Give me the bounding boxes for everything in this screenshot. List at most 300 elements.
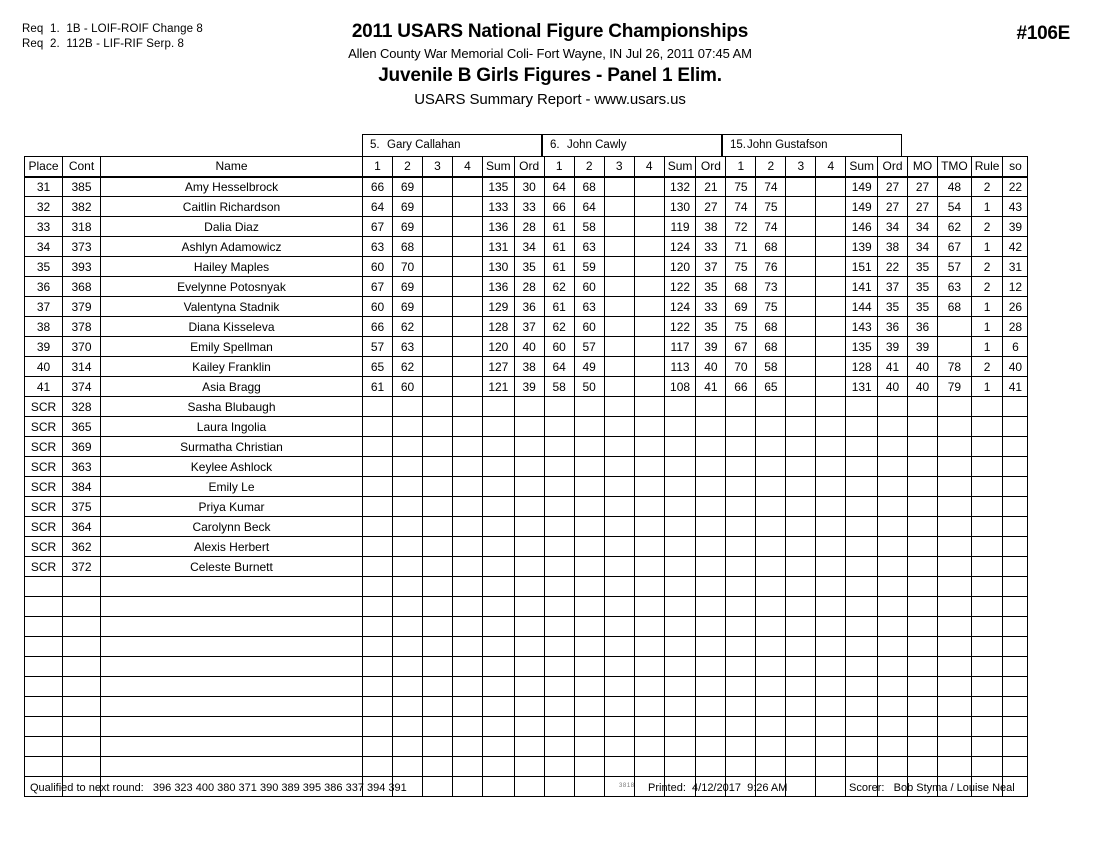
cell-j1-sum: 135 [483, 177, 515, 197]
cell-j3-fig3 [786, 657, 816, 677]
cell-place: 34 [25, 237, 63, 257]
cell-j2-fig3 [604, 677, 634, 697]
cell-j3-fig2: 68 [756, 237, 786, 257]
cell-j3-fig4 [816, 257, 846, 277]
cell-j3-fig2 [756, 697, 786, 717]
cell-j1-fig2 [393, 597, 423, 617]
cell-place: 41 [25, 377, 63, 397]
cell-j3-fig4 [816, 757, 846, 777]
cell-j1-fig2 [393, 397, 423, 417]
cell-j1-fig1 [363, 497, 393, 517]
cell-j1-ord: 40 [514, 337, 544, 357]
cell-rule: 1 [971, 237, 1003, 257]
cell-j3-ord [878, 757, 908, 777]
cell-j1-fig3 [423, 657, 453, 677]
cell-j3-ord [878, 737, 908, 757]
cell-j3-fig3 [786, 697, 816, 717]
cell-j2-fig2: 68 [574, 177, 604, 197]
cell-j3-fig2 [756, 437, 786, 457]
cell-j3-fig2: 73 [756, 277, 786, 297]
cell-j2-fig1: 61 [544, 257, 574, 277]
cell-j3-fig4 [816, 557, 846, 577]
cell-j2-fig2: 63 [574, 297, 604, 317]
cell-place [25, 577, 63, 597]
cell-j2-fig2: 64 [574, 197, 604, 217]
cell-j1-fig1 [363, 637, 393, 657]
cell-j1-fig2 [393, 537, 423, 557]
cell-j2-sum: 113 [664, 357, 696, 377]
cell-j1-fig1 [363, 397, 393, 417]
cell-j1-ord [514, 637, 544, 657]
cell-tmo [938, 657, 972, 677]
cell-j3-fig2 [756, 537, 786, 557]
cell-j1-fig1 [363, 597, 393, 617]
cell-j3-fig1: 75 [726, 257, 756, 277]
cell-j2-fig4 [634, 637, 664, 657]
judge-name-1: Gary Callahan [387, 139, 461, 151]
cell-j1-fig1: 60 [363, 257, 393, 277]
cell-j1-fig3 [423, 677, 453, 697]
cell-j1-fig4 [453, 357, 483, 377]
cell-j1-fig4 [453, 277, 483, 297]
cell-mo: 35 [908, 277, 938, 297]
cell-cont [63, 617, 101, 637]
table-row [25, 597, 1028, 617]
cell-j1-fig3 [423, 297, 453, 317]
cell-j1-fig4 [453, 337, 483, 357]
cell-j2-fig1 [544, 657, 574, 677]
cell-j2-fig4 [634, 397, 664, 417]
col-j2-fig4: 4 [634, 157, 664, 177]
cell-name: Amy Hesselbrock [101, 177, 363, 197]
cell-j2-sum: 130 [664, 197, 696, 217]
cell-j3-ord [878, 477, 908, 497]
cell-j1-fig4 [453, 317, 483, 337]
col-j1-fig2: 2 [393, 157, 423, 177]
cell-j1-fig3 [423, 697, 453, 717]
cell-place [25, 657, 63, 677]
cell-so [1003, 457, 1028, 477]
cell-j2-ord: 35 [696, 317, 726, 337]
cell-j2-fig2 [574, 477, 604, 497]
cell-mo [908, 417, 938, 437]
cell-j1-ord [514, 617, 544, 637]
cell-j1-ord: 34 [514, 237, 544, 257]
cell-cont: 364 [63, 517, 101, 537]
cell-j1-ord [514, 577, 544, 597]
cell-j1-sum: 128 [483, 317, 515, 337]
cell-j1-fig3 [423, 457, 453, 477]
cell-j2-fig2 [574, 697, 604, 717]
cell-name: Laura Ingolia [101, 417, 363, 437]
cell-j2-fig2 [574, 757, 604, 777]
cell-j2-fig4 [634, 357, 664, 377]
cell-j2-fig1 [544, 417, 574, 437]
cell-j2-fig1 [544, 397, 574, 417]
cell-j3-fig4 [816, 377, 846, 397]
cell-mo [908, 497, 938, 517]
cell-j1-fig4 [453, 637, 483, 657]
cell-j1-sum [483, 557, 515, 577]
cell-so: 12 [1003, 277, 1028, 297]
table-row [25, 457, 1028, 477]
scorer-credit: Scorer: Bob Styma / Louise Neal [849, 782, 1015, 794]
cell-j2-sum: 122 [664, 317, 696, 337]
cell-j3-fig1: 68 [726, 277, 756, 297]
cell-j2-fig3 [604, 437, 634, 457]
cell-j2-fig1 [544, 577, 574, 597]
cell-mo: 39 [908, 337, 938, 357]
cell-mo: 40 [908, 357, 938, 377]
cell-j1-fig4 [453, 297, 483, 317]
cell-j2-fig4 [634, 457, 664, 477]
cell-j2-fig1 [544, 517, 574, 537]
cell-j1-ord: 37 [514, 317, 544, 337]
cell-j1-fig3 [423, 337, 453, 357]
cell-j1-fig1: 65 [363, 357, 393, 377]
col-j1-sum: Sum [483, 157, 515, 177]
cell-name [101, 697, 363, 717]
cell-j2-fig3 [604, 497, 634, 517]
cell-mo [908, 677, 938, 697]
cell-j3-sum [846, 657, 878, 677]
cell-j2-sum [664, 397, 696, 417]
cell-name: Carolynn Beck [101, 517, 363, 537]
cell-j3-fig2 [756, 417, 786, 437]
cell-j3-fig3 [786, 637, 816, 657]
cell-j1-fig1 [363, 457, 393, 477]
cell-j2-sum [664, 457, 696, 477]
cell-name: Dalia Diaz [101, 217, 363, 237]
cell-place [25, 677, 63, 697]
cell-j2-fig2 [574, 417, 604, 437]
cell-tmo: 78 [938, 357, 972, 377]
table-row [25, 317, 1028, 337]
table-row [25, 397, 1028, 417]
cell-j3-ord: 36 [878, 317, 908, 337]
cell-j2-sum: 120 [664, 257, 696, 277]
cell-j1-fig3 [423, 357, 453, 377]
cell-rule: 1 [971, 337, 1003, 357]
cell-tmo [938, 397, 972, 417]
cell-j1-ord [514, 717, 544, 737]
cell-j1-sum [483, 517, 515, 537]
cell-cont: 374 [63, 377, 101, 397]
cell-j3-fig2: 68 [756, 337, 786, 357]
cell-j3-fig3 [786, 537, 816, 557]
cell-so: 39 [1003, 217, 1028, 237]
cell-j1-fig3 [423, 737, 453, 757]
cell-j1-sum [483, 617, 515, 637]
cell-j1-fig3 [423, 197, 453, 217]
cell-j1-sum [483, 397, 515, 417]
cell-tmo: 57 [938, 257, 972, 277]
cell-j1-sum [483, 497, 515, 517]
col-j2-fig2: 2 [574, 157, 604, 177]
cell-j2-ord: 38 [696, 217, 726, 237]
cell-j1-fig3 [423, 637, 453, 657]
cell-cont: 379 [63, 297, 101, 317]
cell-j1-sum: 136 [483, 277, 515, 297]
cell-j3-fig2 [756, 557, 786, 577]
cell-place: 32 [25, 197, 63, 217]
cell-tmo [938, 337, 972, 357]
cell-j3-sum [846, 517, 878, 537]
cell-mo [908, 717, 938, 737]
cell-so [1003, 477, 1028, 497]
cell-cont [63, 737, 101, 757]
cell-j3-sum [846, 557, 878, 577]
cell-j3-fig3 [786, 197, 816, 217]
cell-rule [971, 497, 1003, 517]
cell-name: Alexis Herbert [101, 537, 363, 557]
cell-j1-fig1: 67 [363, 217, 393, 237]
cell-j3-fig4 [816, 297, 846, 317]
cell-j1-fig1 [363, 417, 393, 437]
cell-j2-fig4 [634, 197, 664, 217]
cell-cont: 365 [63, 417, 101, 437]
cell-j3-fig1 [726, 717, 756, 737]
cell-j1-fig3 [423, 437, 453, 457]
cell-j2-fig4 [634, 297, 664, 317]
cell-j2-fig3 [604, 397, 634, 417]
cell-rule: 2 [971, 277, 1003, 297]
cell-cont: 363 [63, 457, 101, 477]
cell-j1-fig4 [453, 657, 483, 677]
cell-place [25, 617, 63, 637]
cell-j3-fig1 [726, 737, 756, 757]
cell-tmo [938, 557, 972, 577]
cell-cont: 368 [63, 277, 101, 297]
cell-j2-ord [696, 417, 726, 437]
cell-j1-fig3 [423, 557, 453, 577]
requirement-line-1: Req 1. 1B - LOIF-ROIF Change 8 [22, 23, 203, 35]
cell-j1-fig1 [363, 617, 393, 637]
cell-j3-fig3 [786, 457, 816, 477]
cell-place: 35 [25, 257, 63, 277]
cell-place: 38 [25, 317, 63, 337]
cell-j3-fig2: 75 [756, 297, 786, 317]
cell-j1-fig2 [393, 557, 423, 577]
table-row [25, 357, 1028, 377]
cell-tmo [938, 617, 972, 637]
cell-j2-fig1 [544, 437, 574, 457]
cell-j1-fig1: 66 [363, 317, 393, 337]
cell-j1-fig3 [423, 717, 453, 737]
cell-j3-fig1: 66 [726, 377, 756, 397]
table-row [25, 257, 1028, 277]
cell-j1-fig3 [423, 757, 453, 777]
cell-j2-fig1: 61 [544, 237, 574, 257]
cell-rule: 2 [971, 257, 1003, 277]
cell-cont: 328 [63, 397, 101, 417]
cell-j1-fig4 [453, 397, 483, 417]
cell-j3-fig3 [786, 417, 816, 437]
cell-j2-ord [696, 457, 726, 477]
cell-j3-fig1: 71 [726, 237, 756, 257]
cell-cont: 314 [63, 357, 101, 377]
cell-j1-sum: 136 [483, 217, 515, 237]
col-j3-sum: Sum [846, 157, 878, 177]
page-code: 3818 [619, 783, 635, 789]
cell-j2-fig4 [634, 697, 664, 717]
cell-j1-fig4 [453, 497, 483, 517]
cell-cont [63, 677, 101, 697]
cell-j3-fig4 [816, 477, 846, 497]
cell-place: SCR [25, 477, 63, 497]
table-row [25, 497, 1028, 517]
cell-j1-ord [514, 677, 544, 697]
cell-j2-sum [664, 657, 696, 677]
cell-j2-fig2 [574, 497, 604, 517]
cell-j1-fig2 [393, 617, 423, 637]
cell-j1-fig2: 69 [393, 277, 423, 297]
cell-j3-fig3 [786, 677, 816, 697]
cell-j3-fig3 [786, 577, 816, 597]
cell-j3-fig1 [726, 697, 756, 717]
cell-j2-fig2 [574, 517, 604, 537]
cell-tmo [938, 677, 972, 697]
cell-j3-ord: 37 [878, 277, 908, 297]
cell-j3-ord [878, 397, 908, 417]
cell-rule: 1 [971, 197, 1003, 217]
cell-j3-fig4 [816, 217, 846, 237]
cell-cont [63, 717, 101, 737]
cell-j1-sum [483, 457, 515, 477]
cell-j3-fig3 [786, 377, 816, 397]
cell-j2-fig3 [604, 337, 634, 357]
cell-j2-fig3 [604, 477, 634, 497]
cell-j2-sum [664, 537, 696, 557]
cell-j3-ord [878, 577, 908, 597]
cell-tmo [938, 737, 972, 757]
cell-j1-fig4 [453, 517, 483, 537]
col-j2-fig1: 1 [544, 157, 574, 177]
cell-j2-fig1 [544, 717, 574, 737]
col-j3-ord: Ord [878, 157, 908, 177]
cell-j2-fig4 [634, 757, 664, 777]
cell-j2-fig1 [544, 637, 574, 657]
cell-mo: 36 [908, 317, 938, 337]
cell-j2-fig4 [634, 477, 664, 497]
cell-j1-fig4 [453, 177, 483, 197]
cell-j3-fig1 [726, 757, 756, 777]
cell-cont [63, 577, 101, 597]
col-j2-sum: Sum [664, 157, 696, 177]
cell-j2-fig3 [604, 657, 634, 677]
cell-j1-fig4 [453, 757, 483, 777]
cell-j2-fig4 [634, 557, 664, 577]
cell-j3-fig2 [756, 657, 786, 677]
cell-j3-fig4 [816, 437, 846, 457]
cell-j3-ord: 41 [878, 357, 908, 377]
cell-j1-sum [483, 437, 515, 457]
cell-cont: 393 [63, 257, 101, 277]
table-row [25, 717, 1028, 737]
cell-j2-fig4 [634, 377, 664, 397]
cell-j3-fig4 [816, 677, 846, 697]
cell-j2-fig2: 49 [574, 357, 604, 377]
cell-j3-fig1 [726, 457, 756, 477]
cell-j3-ord [878, 657, 908, 677]
cell-place: SCR [25, 437, 63, 457]
results-table [24, 156, 1028, 797]
judge-header-2 [542, 134, 722, 156]
cell-j2-fig3 [604, 577, 634, 597]
cell-j2-sum [664, 637, 696, 657]
cell-tmo: 67 [938, 237, 972, 257]
cell-place: 33 [25, 217, 63, 237]
cell-j1-fig4 [453, 437, 483, 457]
cell-j1-sum: 133 [483, 197, 515, 217]
cell-j1-sum: 121 [483, 377, 515, 397]
cell-place: 31 [25, 177, 63, 197]
cell-j2-fig1 [544, 737, 574, 757]
cell-j1-fig3 [423, 277, 453, 297]
cell-j1-fig4 [453, 677, 483, 697]
cell-j1-sum [483, 637, 515, 657]
cell-j3-fig3 [786, 297, 816, 317]
cell-j1-sum: 129 [483, 297, 515, 317]
cell-j2-fig3 [604, 357, 634, 377]
cell-j1-fig4 [453, 217, 483, 237]
cell-j2-fig1 [544, 557, 574, 577]
cell-j3-ord [878, 717, 908, 737]
col-j1-ord: Ord [514, 157, 544, 177]
table-row [25, 697, 1028, 717]
cell-rule: 2 [971, 217, 1003, 237]
cell-rule [971, 697, 1003, 717]
cell-j1-sum: 120 [483, 337, 515, 357]
cell-j2-fig4 [634, 657, 664, 677]
cell-place: 37 [25, 297, 63, 317]
table-row [25, 337, 1028, 357]
cell-j2-fig1 [544, 697, 574, 717]
col-so: so [1003, 157, 1028, 177]
cell-j2-fig3 [604, 557, 634, 577]
cell-j3-fig1: 75 [726, 177, 756, 197]
cell-rule: 1 [971, 297, 1003, 317]
cell-j3-sum [846, 597, 878, 617]
cell-j2-ord: 21 [696, 177, 726, 197]
cell-j2-fig3 [604, 217, 634, 237]
cell-j3-fig1 [726, 397, 756, 417]
cell-cont: 369 [63, 437, 101, 457]
cell-j3-fig2 [756, 397, 786, 417]
cell-j1-fig1 [363, 517, 393, 537]
cell-j1-fig1 [363, 437, 393, 457]
cell-j3-fig1 [726, 577, 756, 597]
cell-j3-ord [878, 637, 908, 657]
cell-j1-fig4 [453, 377, 483, 397]
cell-j3-fig1 [726, 497, 756, 517]
cell-j2-fig4 [634, 737, 664, 757]
cell-so: 31 [1003, 257, 1028, 277]
cell-j1-fig3 [423, 537, 453, 557]
cell-j3-fig4 [816, 637, 846, 657]
cell-so [1003, 697, 1028, 717]
cell-mo [908, 617, 938, 637]
cell-j2-fig4 [634, 337, 664, 357]
cell-j1-fig4 [453, 577, 483, 597]
table-row [25, 297, 1028, 317]
table-row [25, 557, 1028, 577]
cell-j3-fig2 [756, 477, 786, 497]
cell-rule [971, 617, 1003, 637]
cell-j3-fig2: 68 [756, 317, 786, 337]
cell-name: Ashlyn Adamowicz [101, 237, 363, 257]
cell-j3-fig1: 75 [726, 317, 756, 337]
